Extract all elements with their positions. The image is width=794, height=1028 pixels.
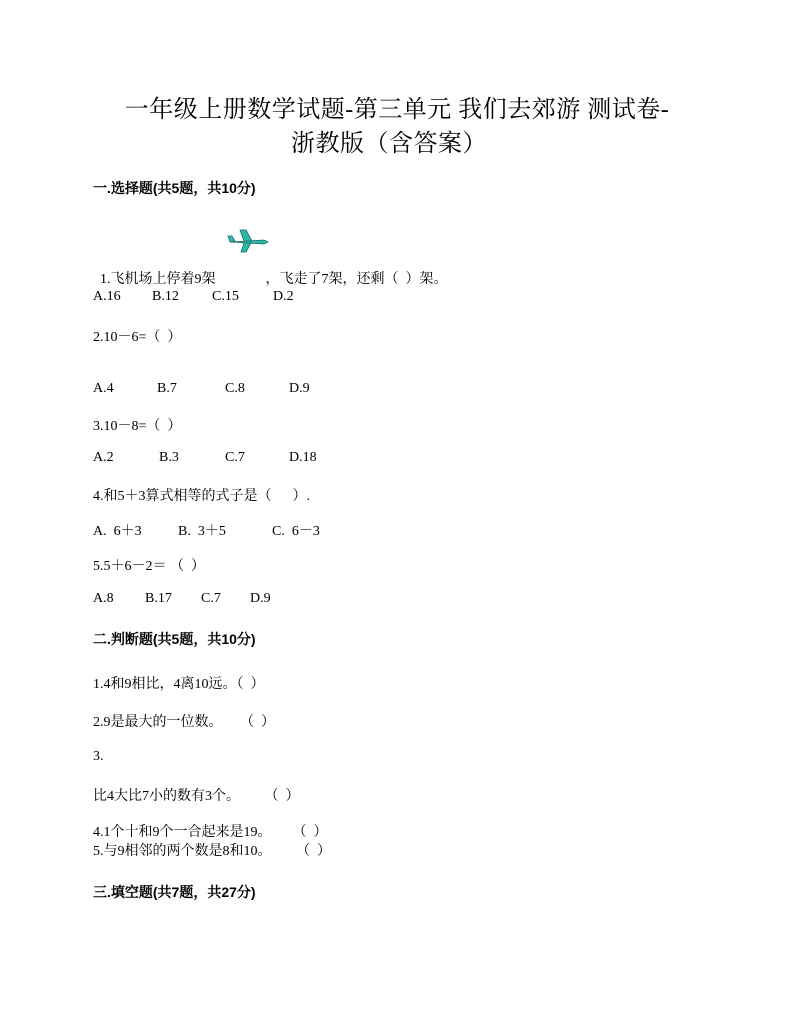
section-heading-fill: 三.填空题(共7题，共27分)	[93, 884, 256, 900]
document-title-line2: 浙教版（含答案）	[291, 131, 487, 157]
choice-q1-option-b: B.12	[152, 289, 179, 304]
choice-q3-option-d: D.18	[289, 450, 317, 465]
choice-q3-option-b: B.3	[159, 450, 179, 465]
choice-q3-option-c: C.7	[225, 450, 245, 465]
choice-q2-text: 2.10－6=（ ）	[93, 330, 182, 345]
choice-q5-option-d: D.9	[250, 591, 271, 606]
choice-q5-option-b: B.17	[145, 591, 172, 606]
document-title-line1: 一年级上册数学试题-第三单元 我们去郊游 测试卷-	[124, 97, 670, 123]
judge-q3-number: 3.	[93, 749, 104, 764]
choice-q5-text: 5.5＋6－2＝ （ ）	[93, 559, 205, 574]
choice-q5-option-a: A.8	[93, 591, 114, 606]
judge-q1: 1.4和9相比，4离10远。（ ）	[93, 677, 265, 692]
choice-q4-option-b: B. 3＋5	[178, 524, 226, 539]
choice-q4-option-a: A. 6＋3	[93, 524, 142, 539]
choice-q1-text-pre: 1.飞机场上停着9架	[100, 272, 216, 287]
judge-q3: 比4大比7小的数有3个。 （ ）	[93, 789, 300, 804]
judge-q5: 5.与9相邻的两个数是8和10。 （ ）	[93, 844, 331, 859]
airplane-icon	[226, 228, 270, 258]
choice-q1-text-post: ，飞走了7架，还剩（ ）架。	[265, 272, 448, 287]
choice-q1	[93, 252, 448, 288]
choice-q2-option-a: A.4	[93, 381, 114, 396]
choice-q3-text: 3.10－8=（ ）	[93, 419, 182, 434]
section-heading-judge: 二.判断题(共5题，共10分)	[93, 631, 256, 647]
choice-q5-option-c: C.7	[201, 591, 221, 606]
choice-q2-option-d: D.9	[289, 381, 310, 396]
choice-q2-option-b: B.7	[157, 381, 177, 396]
choice-q1-option-a: A.16	[93, 289, 121, 304]
choice-q3-option-a: A.2	[93, 450, 114, 465]
judge-q2: 2.9是最大的一位数。 （ ）	[93, 715, 275, 730]
section-heading-choice: 一.选择题(共5题，共10分)	[93, 180, 256, 196]
choice-q1-option-c: C.15	[212, 289, 239, 304]
choice-q4-option-c: C. 6－3	[272, 524, 320, 539]
choice-q1-option-d: D.2	[273, 289, 294, 304]
choice-q4-text: 4.和5＋3算式相等的式子是（ ）.	[93, 489, 310, 504]
choice-q2-option-c: C.8	[225, 381, 245, 396]
judge-q4: 4.1个十和9个一合起来是19。 （ ）	[93, 825, 328, 840]
